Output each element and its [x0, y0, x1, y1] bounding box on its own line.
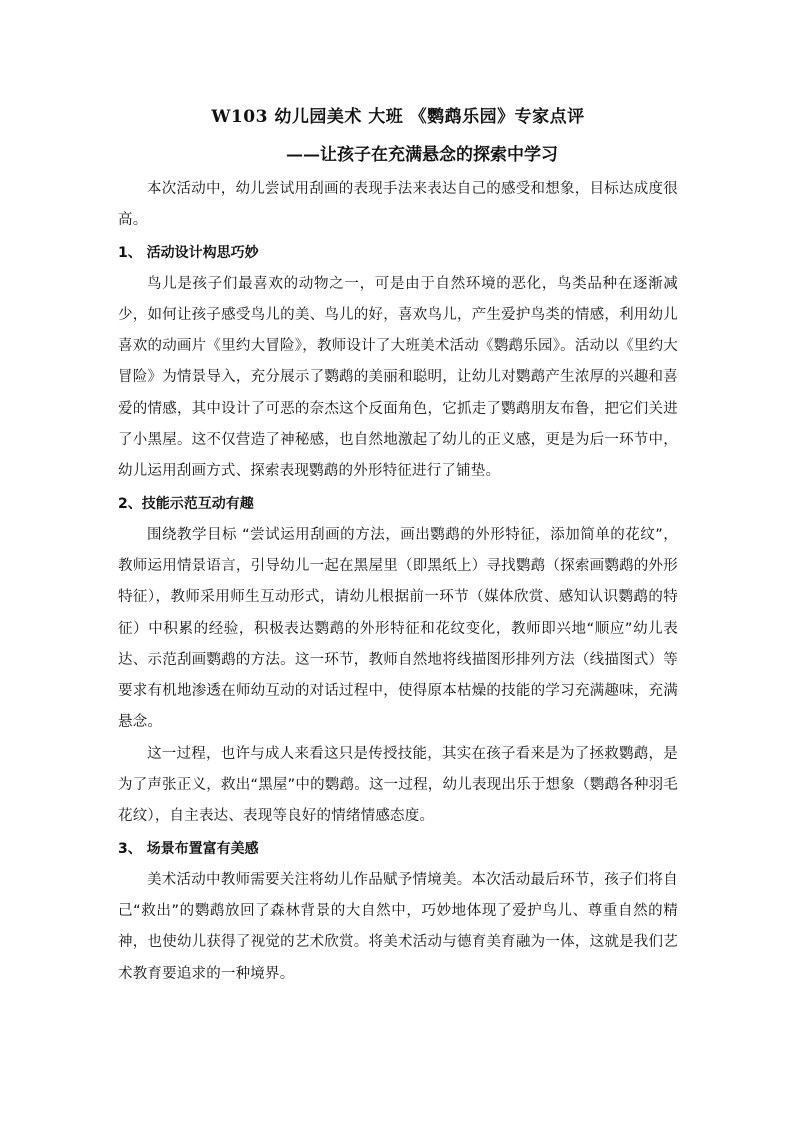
- section-2-paragraph-1: 围绕教学目标 “尝试运用刮画的方法，画出鹦鹉的外形特征，添加简单的花纹”，教师运用情景语言，引导幼儿一起在黑屋里（即黑纸上）寻找鹦鹉（探索画鹦鹉的外形特征），教师采用师生互动形式，请幼儿根据前一环节（媒体欣赏、感知认识鹦鹉的特征）中积累的经验，积极表达鹦鹉的外形特征和花纹变化，教师即兴地“顺应”幼儿表达、示范刮画鹦鹉的方法。这一环节，教师自然地将线描图形排列方法（线描图式）等要求有机地渗透在师幼互动的对话过程中，使得原本枯燥的技能的学习充满趣味，充满悬念。: [118, 526, 678, 731]
- section-3-heading: 3、 场景布置富有美感: [118, 840, 259, 857]
- section-3-paragraph-1: 美术活动中教师需要关注将幼儿作品赋予情境美。本次活动最后环节，孩子们将自己“救出”的鹦鹉放回了森林背景的大自然中，巧妙地体现了爱护鸟儿、尊重自然的精神，也使幼儿获得了视觉的艺术欣赏。将美术活动与德育美育融为一体，这就是我们艺术教育要追求的一种境界。: [118, 871, 678, 982]
- section-2-paragraph-2: 这一过程，也许与成人来看这只是传授技能，其实在孩子看来是为了拯救鹦鹉，是为了声张正义，救出“黑屋”中的鹦鹉。这一过程，幼儿表现出乐于想象（鹦鹉各种羽毛花纹），自主表达、表现等良好的情绪情感态度。: [118, 745, 678, 825]
- document-subtitle: ——让孩子在充满悬念的探索中学习: [286, 145, 558, 165]
- document-body: [118, 102, 678, 990]
- intro-paragraph: 本次活动中，幼儿尝试用刮画的表现手法来表达自己的感受和想象，目标达成度很高。: [118, 181, 678, 229]
- document-title: W103 幼儿园美术 大班 《鹦鹉乐园》专家点评: [211, 107, 585, 127]
- section-1-paragraph-1: 鸟儿是孩子们最喜欢的动物之一，可是由于自然环境的恶化，鸟类品种在逐渐减少，如何让孩子感受鸟儿的美、鸟儿的好，喜欢鸟儿，产生爱护鸟类的情感，利用幼儿喜欢的动画片《里约大冒险》，教师设计了大班美术活动《鹦鹉乐园》。活动以《里约大冒险》为情景导入，充分展示了鹦鹉的美丽和聪明，让幼儿对鹦鹉产生浓厚的兴趣和喜爱的情感，其中设计了可恶的奈杰这个反面角色，它抓走了鹦鹉朋友布鲁，把它们关进了小黑屋。这不仅营造了神秘感，也自然地激起了幼儿的正义感，更是为后一环节中，幼儿运用刮画方式、探索表现鹦鹉的外形特征进行了铺垫。: [118, 275, 678, 480]
- section-2-heading: 2、技能示范互动有趣: [118, 495, 254, 512]
- section-1-heading: 1、 活动设计构思巧妙: [118, 244, 259, 261]
